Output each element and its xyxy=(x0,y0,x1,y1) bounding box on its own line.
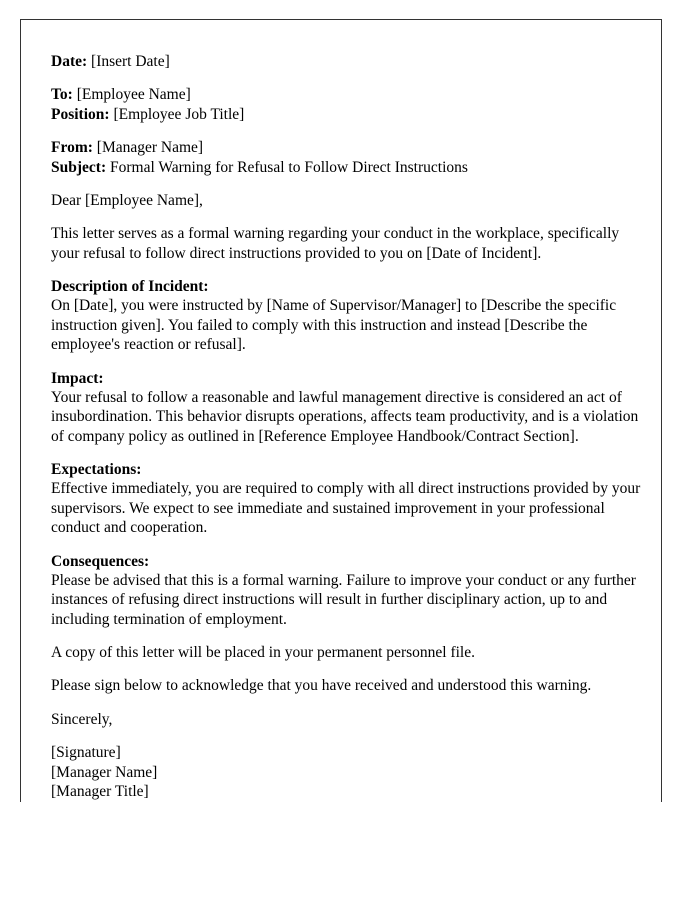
subject-label: Subject: xyxy=(51,158,107,176)
section-body: Please be advised that this is a formal warning. Failure to improve your conduct or any further instances of refusing direct instructions will result in further disciplinary action, up to and including termination of employment. xyxy=(51,571,636,628)
intro-paragraph: This letter serves as a formal warning regarding your conduct in the workplace, specifically your refusal to follow direct instructions provided to you on [Date of Incident]. xyxy=(51,225,620,262)
sign-off: Sincerely, xyxy=(51,710,113,728)
section-description-of-incident xyxy=(51,277,643,355)
date-label: Date: xyxy=(51,53,88,70)
manager-name-line: [Manager Name] xyxy=(51,763,158,781)
personnel-file-paragraph: A copy of this letter will be placed in your permanent personnel file. xyxy=(51,644,475,661)
section-impact xyxy=(51,369,643,447)
from-value: [Manager Name] xyxy=(96,139,204,157)
signature-line: [Signature] xyxy=(51,744,121,762)
section-consequences xyxy=(51,552,643,630)
salutation: Dear [Employee Name], xyxy=(51,191,203,209)
subject-value: Formal Warning for Refusal to Follow Direct Instructions xyxy=(109,158,468,176)
section-body: Effective immediately, you are required to comply with all direct instructions provided by your supervisors. We expect to see immediate and sustained improvement in your professional conduct and cooperation. xyxy=(51,480,641,537)
section-heading: Impact: xyxy=(51,369,104,387)
letter-body xyxy=(51,52,643,801)
position-value: [Employee Job Title] xyxy=(113,105,245,123)
section-body: Your refusal to follow a reasonable and lawful management directive is considered an act of insubordination. This behavior disrupts operations, affects team productivity, and is a violation of company policy as outlined in [Reference Employee Handbook/Contract Section]. xyxy=(51,388,639,445)
section-expectations xyxy=(51,460,643,538)
acknowledgement-paragraph: Please sign below to acknowledge that you have received and understood this warning. xyxy=(51,677,592,695)
from-label: From: xyxy=(51,139,93,157)
to-value: [Employee Name] xyxy=(76,86,191,104)
to-label: To: xyxy=(51,86,73,104)
letter-frame xyxy=(20,19,662,802)
recipient-block xyxy=(51,85,643,124)
manager-title-line: [Manager Title] xyxy=(51,782,149,800)
sender-block xyxy=(51,138,643,177)
date-line xyxy=(51,52,643,71)
section-heading: Expectations: xyxy=(51,461,142,478)
section-heading: Description of Incident: xyxy=(51,278,209,295)
section-heading: Consequences: xyxy=(51,552,150,570)
signature-block xyxy=(51,743,643,801)
position-label: Position: xyxy=(51,105,110,123)
date-value: [Insert Date] xyxy=(91,53,170,70)
section-body: On [Date], you were instructed by [Name of Supervisor/Manager] to [Describe the specific instruction given]. You failed to comply with this instruction and instead [Describe the employee's reaction or refusal]. xyxy=(51,297,617,354)
